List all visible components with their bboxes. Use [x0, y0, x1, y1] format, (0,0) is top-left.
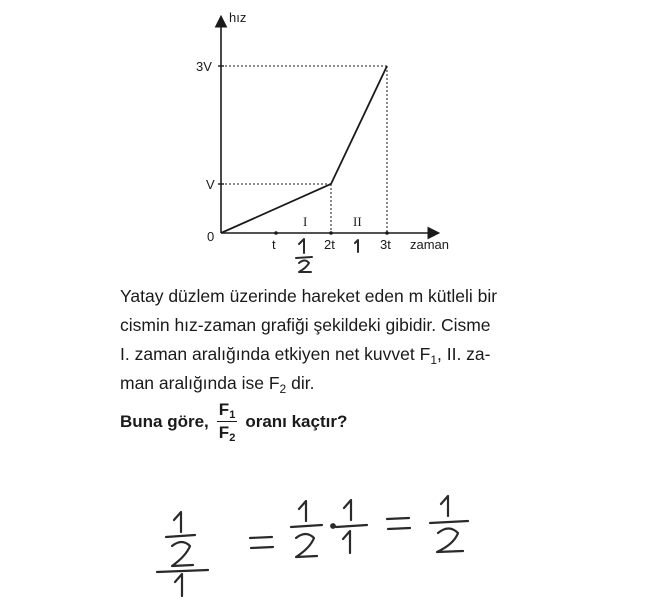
question-prefix: Buna göre,	[120, 411, 209, 431]
problem-line-3-a: I. zaman aralığında etkiyen net kuvvet F	[120, 344, 431, 364]
handwritten-compound-fraction	[157, 512, 208, 596]
hw-compound-den-1	[175, 574, 182, 596]
problem-line-1: Yatay düzlem üzerinde hareket eden m kütleli bir	[120, 286, 498, 306]
handwritten-fraction-2	[336, 500, 367, 553]
denominator-subscript: 2	[229, 432, 236, 444]
hw-compound-num-1	[174, 512, 181, 532]
numerator-letter: F	[218, 400, 230, 419]
interval-label-ii: II	[353, 214, 362, 229]
x-tick-3t: 3t	[380, 237, 391, 252]
hw-f2-den	[343, 531, 350, 553]
hw-f2-num	[344, 500, 351, 520]
x-tick-t: t	[272, 237, 276, 252]
numerator-subscript: 1	[229, 409, 236, 421]
x-axis-label: zaman	[410, 237, 450, 252]
x-tick-2t: 2t	[324, 237, 335, 252]
hw-compound-main-bar	[157, 570, 208, 572]
handwritten-fraction-1	[291, 501, 322, 557]
hw-f2-bar	[336, 525, 367, 527]
handwritten-dot	[331, 524, 335, 528]
problem-line-2: cismin hız-zaman grafiği şekildeki gibidir. Cisme	[120, 315, 491, 335]
hw-compound-mid-2	[172, 542, 193, 566]
handwritten-fraction-3	[430, 496, 468, 552]
handwritten-equals-2	[387, 518, 410, 529]
problem-line-4-b: dir.	[286, 373, 315, 393]
handwritten-equals-1	[250, 537, 273, 548]
hw-f1-den	[296, 534, 317, 557]
problem-line-3-b: , II. za-	[437, 344, 491, 364]
hw-f3-num	[441, 496, 448, 516]
denominator-letter: F	[218, 423, 230, 442]
hw-f3-den	[437, 529, 463, 553]
problem-line-4-a: man aralığında ise F	[120, 373, 280, 393]
interval-label-i: I	[303, 214, 308, 229]
y-tick-3v: 3V	[196, 59, 212, 74]
y-tick-zero: 0	[207, 229, 215, 244]
y-axis-label: hız	[229, 10, 247, 25]
hw-f3-bar	[430, 521, 468, 523]
problem-line-4-sub: 2	[279, 382, 287, 396]
hw-f1-bar	[291, 525, 322, 527]
question-suffix: oranı kaçtır?	[245, 411, 348, 431]
hw-f1-num	[299, 501, 306, 521]
hw-compound-inner-bar	[166, 535, 195, 537]
y-tick-v: V	[206, 177, 215, 192]
problem-line-3-sub: 1	[430, 353, 437, 367]
